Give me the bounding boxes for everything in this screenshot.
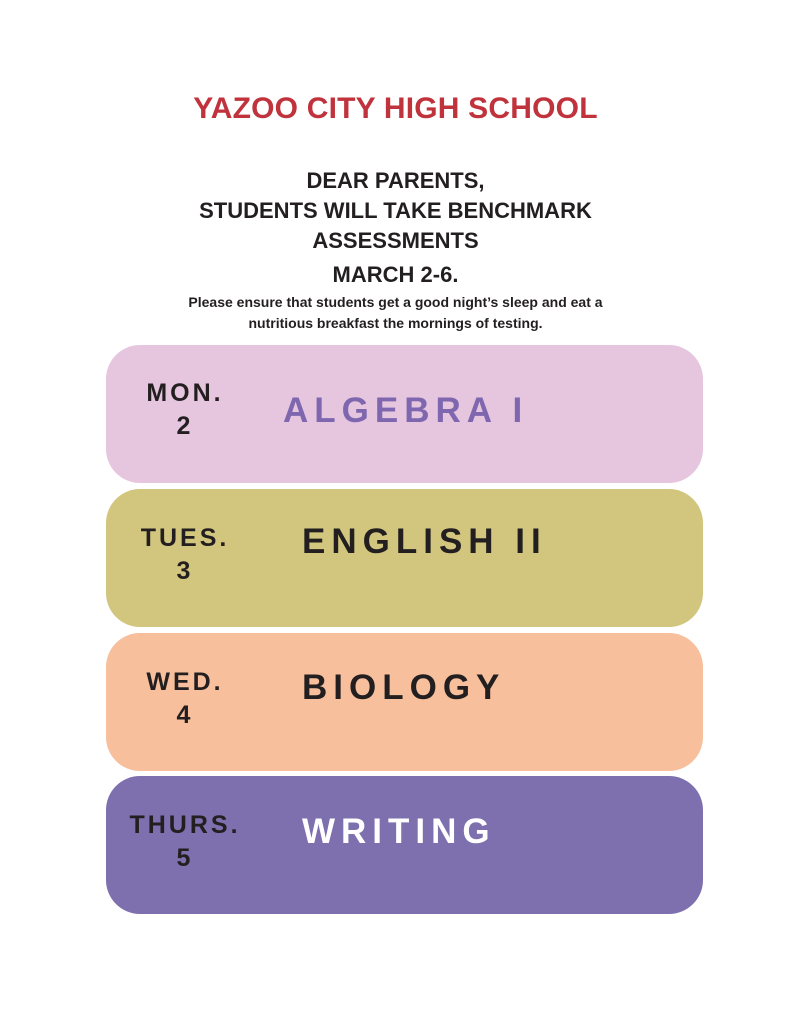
subject-name: ENGLISH II — [302, 522, 547, 561]
day-date: 2 — [176, 412, 194, 440]
schedule-card-tuesday — [106, 489, 703, 627]
heading-line-1: DEAR PARENTS, — [306, 168, 485, 193]
day-label — [120, 809, 250, 875]
subject-name: BIOLOGY — [302, 668, 506, 707]
day-name: WED. — [146, 668, 224, 696]
day-name: MON. — [146, 379, 224, 407]
school-title: YAZOO CITY HIGH SCHOOL — [193, 92, 598, 125]
day-name: TUES. — [140, 524, 230, 552]
schedule-card-thursday — [106, 776, 703, 914]
heading-line-3: ASSESSMENTS — [312, 228, 479, 253]
day-date: 5 — [176, 844, 194, 872]
heading-line-2: STUDENTS WILL TAKE BENCHMARK — [199, 198, 592, 223]
subject-name: ALGEBRA I — [283, 391, 529, 430]
day-name: THURS. — [129, 811, 241, 839]
heading-line-4: MARCH 2-6. — [332, 262, 459, 287]
schedule-card-wednesday — [106, 633, 703, 771]
day-label — [120, 377, 250, 443]
day-date: 4 — [176, 701, 194, 729]
note-line-1: Please ensure that students get a good night’s sleep and eat a — [188, 294, 603, 310]
day-date: 3 — [176, 557, 194, 585]
day-label — [120, 522, 250, 588]
note-line-2: nutritious breakfast the mornings of testing. — [248, 315, 543, 331]
subject-name: WRITING — [302, 812, 496, 851]
day-label — [120, 666, 250, 732]
schedule-card-monday — [106, 345, 703, 483]
parent-note — [0, 292, 791, 334]
